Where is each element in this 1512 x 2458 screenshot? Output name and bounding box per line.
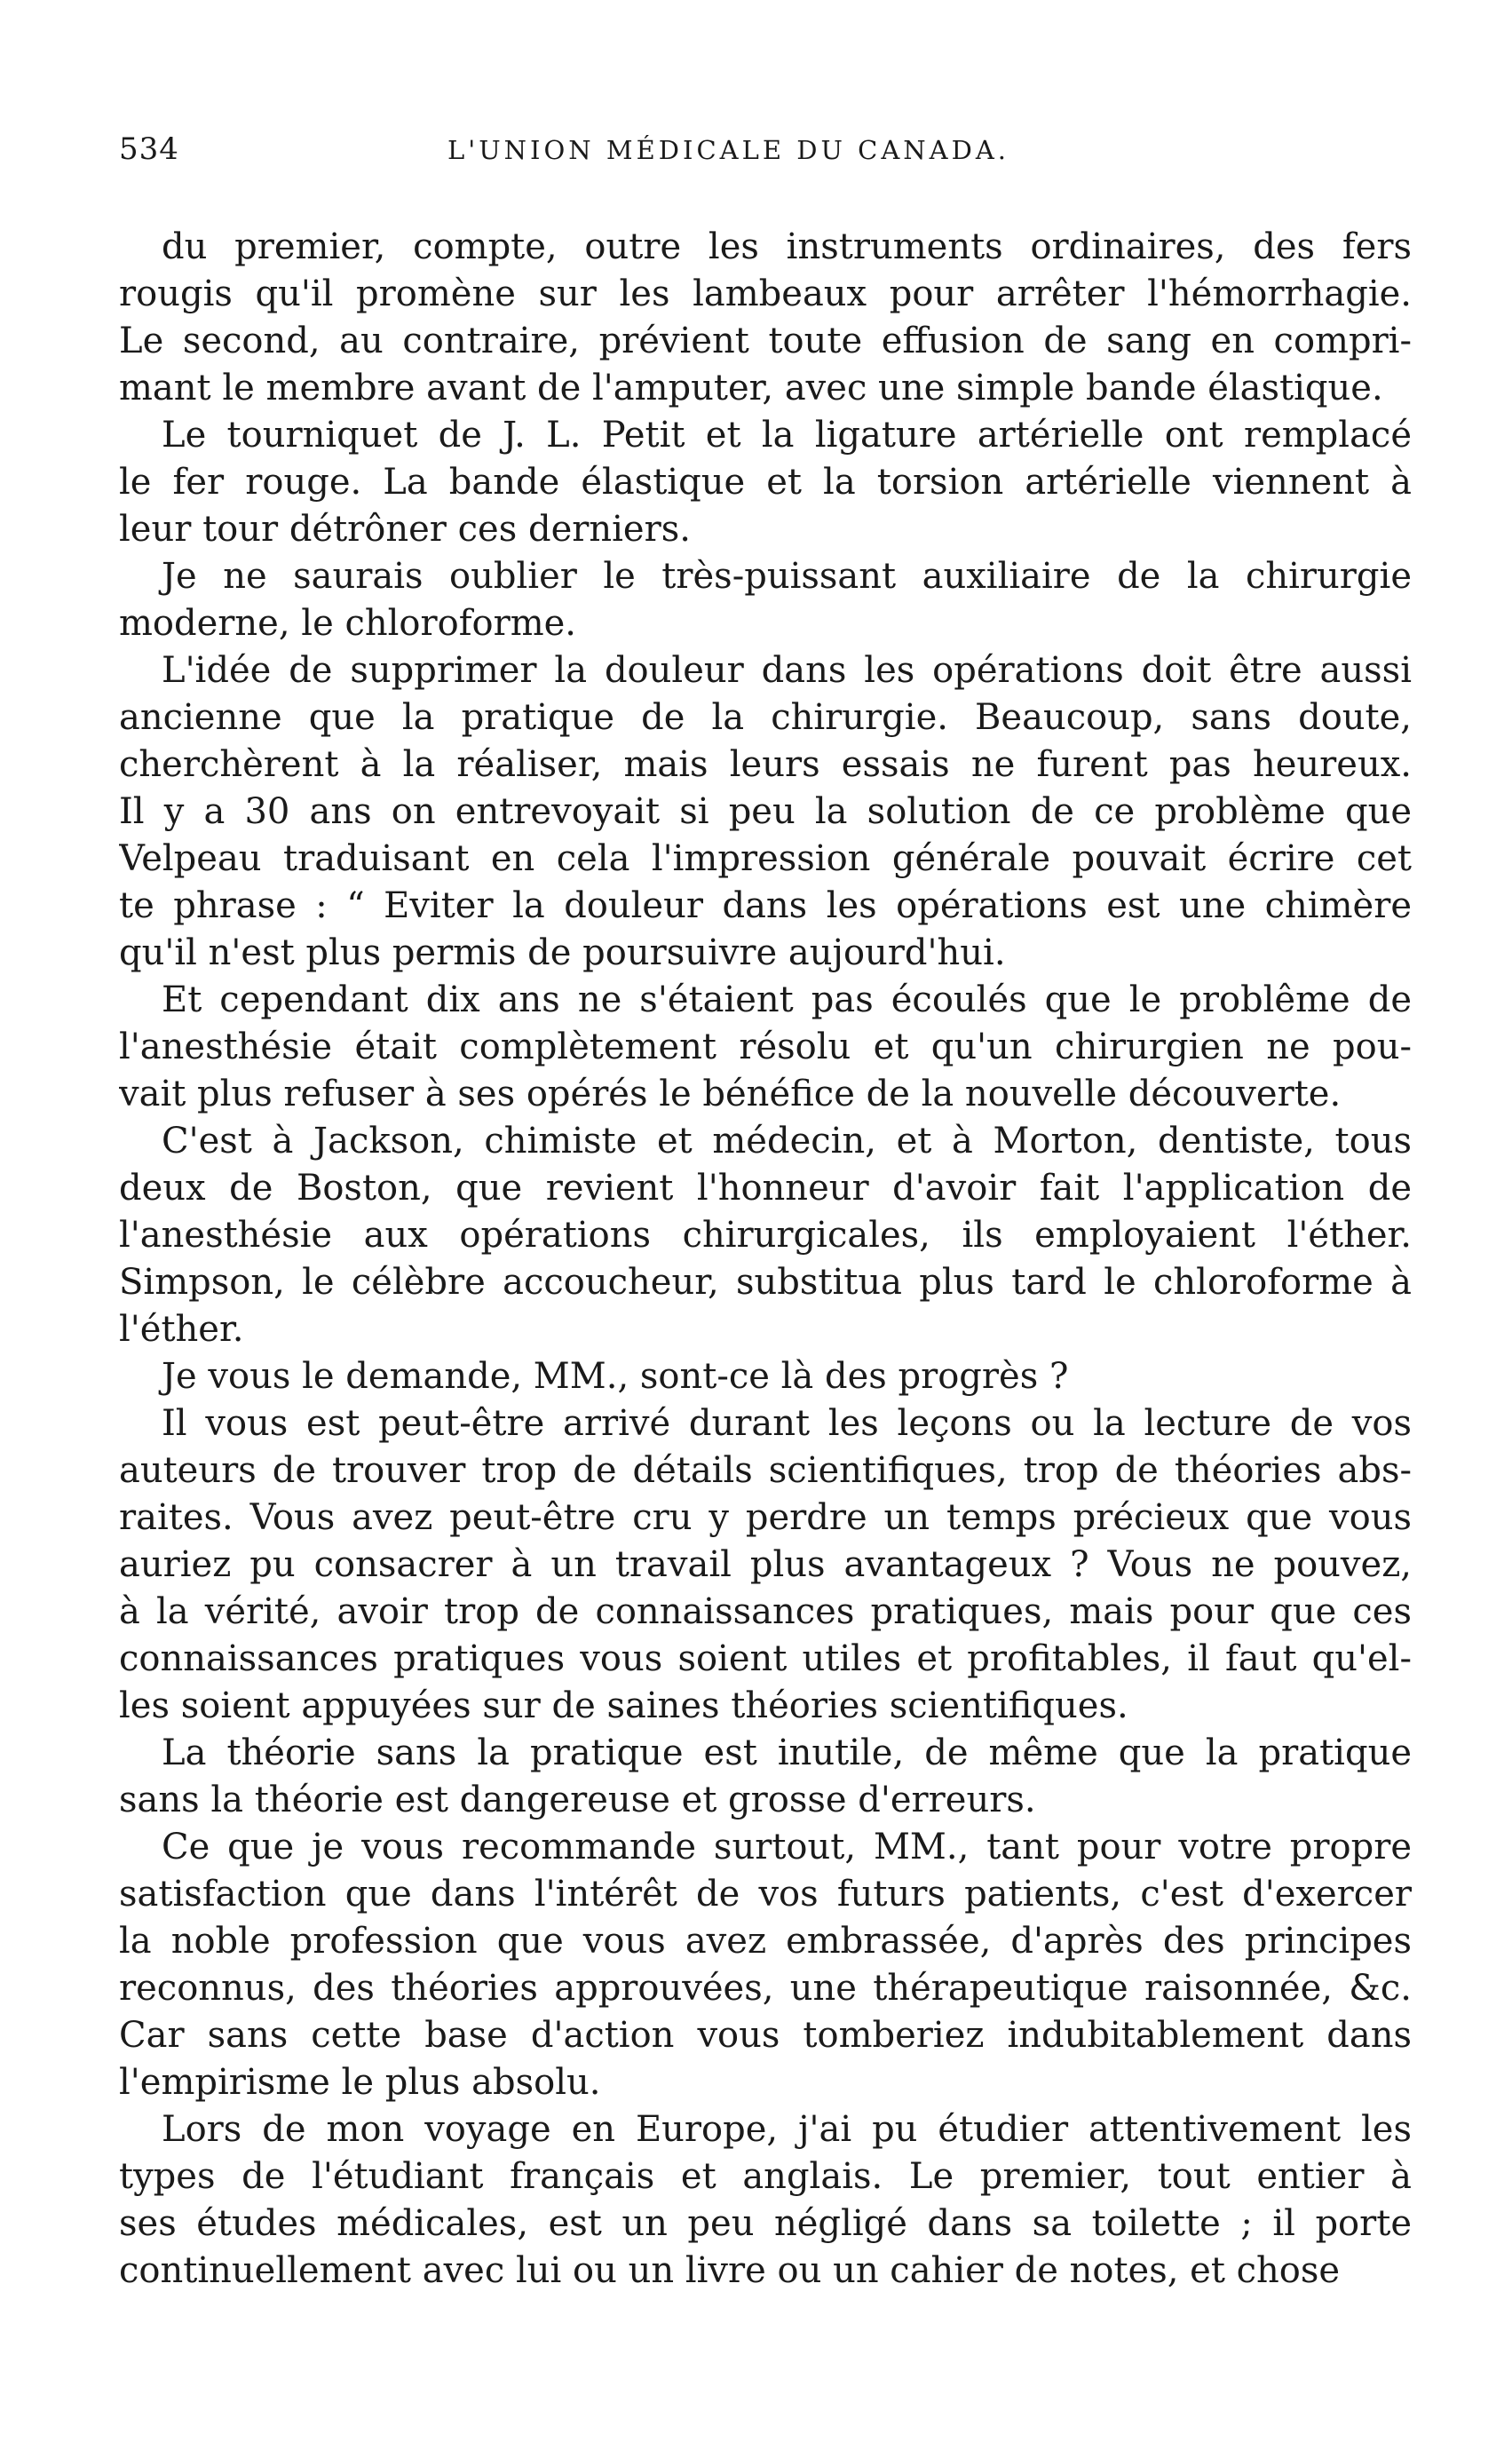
text-line: sans la théorie est dangereuse et grosse d'erreurs. xyxy=(119,1780,1036,1820)
paragraph xyxy=(119,647,1412,977)
text-line: L'idée de supprimer la douleur dans les opérations doit être aussi xyxy=(162,650,1412,691)
text-line: Lors de mon voyage en Europe, j'ai pu étudier attentivement les xyxy=(162,2109,1412,2150)
body-text xyxy=(119,224,1412,2295)
text-line: auteurs de trouver trop de détails scientifiques, trop de théories abs- xyxy=(119,1450,1412,1491)
text-line: la noble profession que vous avez embrassée, d'après des principes xyxy=(119,1921,1412,1962)
text-line: Simpson, le célèbre accoucheur, substitua plus tard le chloroforme à xyxy=(119,1262,1412,1303)
text-line: l'anesthésie aux opérations chirurgicales, ils employaient l'éther. xyxy=(119,1215,1412,1256)
text-line: du premier, compte, outre les instruments ordinaires, des fers xyxy=(162,226,1412,267)
text-line: deux de Boston, que revient l'honneur d'avoir fait l'application de xyxy=(119,1168,1412,1209)
text-line: Il y a 30 ans on entrevoyait si peu la solution de ce problème que xyxy=(119,791,1412,832)
text-line: auriez pu consacrer à un travail plus avantageux ? Vous ne pouvez, xyxy=(119,1544,1412,1585)
text-line: Car sans cette base d'action vous tomberiez indubitablement dans xyxy=(119,2015,1412,2056)
running-header xyxy=(119,131,1412,170)
paragraph xyxy=(119,553,1412,647)
text-line: Velpeau traduisant en cela l'impression générale pouvait écrire cet xyxy=(119,838,1412,879)
text-line: vait plus refuser à ses opérés le bénéfice de la nouvelle découverte. xyxy=(119,1074,1342,1114)
text-line: connaissances pratiques vous soient utiles et profitables, il faut qu'el- xyxy=(119,1638,1412,1679)
text-line: satisfaction que dans l'intérêt de vos futurs patients, c'est d'exercer xyxy=(119,1874,1412,1915)
text-line: types de l'étudiant français et anglais. Le premier, tout entier à xyxy=(119,2156,1412,2197)
paragraph xyxy=(119,412,1412,553)
text-line: l'empirisme le plus absolu. xyxy=(119,2062,601,2103)
text-line: leur tour détrôner ces derniers. xyxy=(119,509,691,550)
text-line: Le second, au contraire, prévient toute effusion de sang en compri- xyxy=(119,321,1412,361)
text-line: Il vous est peut-être arrivé durant les leçons ou la lecture de vos xyxy=(162,1403,1412,1444)
text-line: ses études médicales, est un peu négligé dans sa toilette ; il porte xyxy=(119,2203,1412,2244)
paragraph xyxy=(119,224,1412,412)
text-line: Le tourniquet de J. L. Petit et la ligature artérielle ont remplacé xyxy=(162,415,1412,456)
text-line: à la vérité, avoir trop de connaissances pratiques, mais pour que ces xyxy=(119,1591,1412,1632)
text-line: moderne, le chloroforme. xyxy=(119,603,577,644)
paragraph xyxy=(119,977,1412,1118)
text-line: La théorie sans la pratique est inutile, de même que la pratique xyxy=(162,1732,1412,1773)
paragraph xyxy=(119,1400,1412,1730)
text-line: Et cependant dix ans ne s'étaient pas écoulés que le problême de xyxy=(162,979,1412,1020)
text-line: mant le membre avant de l'amputer, avec une simple bande élastique. xyxy=(119,368,1383,408)
text-line: rougis qu'il promène sur les lambeaux pour arrêter l'hémorrhagie. xyxy=(119,274,1412,314)
paragraph xyxy=(119,2106,1412,2295)
paragraph xyxy=(119,1824,1412,2106)
text-line: Je vous le demande, MM., sont-ce là des progrès ? xyxy=(162,1356,1069,1397)
text-line: Je ne saurais oublier le très-puissant auxiliaire de la chirurgie xyxy=(162,556,1412,597)
text-line: Ce que je vous recommande surtout, MM., tant pour votre propre xyxy=(162,1827,1412,1867)
page-number: 534 xyxy=(119,131,179,167)
text-line: l'anesthésie était complètement résolu et qu'un chirurgien ne pou- xyxy=(119,1027,1412,1067)
text-line: reconnus, des théories approuvées, une thérapeutique raisonnée, &c. xyxy=(119,1968,1412,2009)
text-line: le fer rouge. La bande élastique et la torsion artérielle viennent à xyxy=(119,462,1412,503)
text-line: qu'il n'est plus permis de poursuivre aujourd'hui. xyxy=(119,932,1006,973)
paragraph xyxy=(119,1730,1412,1824)
text-line: cherchèrent à la réaliser, mais leurs essais ne furent pas heureux. xyxy=(119,744,1412,785)
text-line: te phrase : “ Eviter la douleur dans les opérations est une chimère xyxy=(119,885,1412,926)
running-title: L'UNION MÉDICALE DU CANADA. xyxy=(447,135,1009,165)
text-line: l'éther. xyxy=(119,1309,244,1350)
text-line: C'est à Jackson, chimiste et médecin, et à Morton, dentiste, tous xyxy=(162,1121,1412,1162)
paragraph xyxy=(119,1353,1412,1400)
text-line: les soient appuyées sur de saines théories scientifiques. xyxy=(119,1685,1128,1726)
text-line: continuellement avec lui ou un livre ou un cahier de notes, et chose xyxy=(119,2250,1341,2291)
paragraph xyxy=(119,1118,1412,1353)
text-line: ancienne que la pratique de la chirurgie. Beaucoup, sans doute, xyxy=(119,697,1412,738)
text-line: raites. Vous avez peut-être cru y perdre un temps précieux que vous xyxy=(119,1497,1412,1538)
